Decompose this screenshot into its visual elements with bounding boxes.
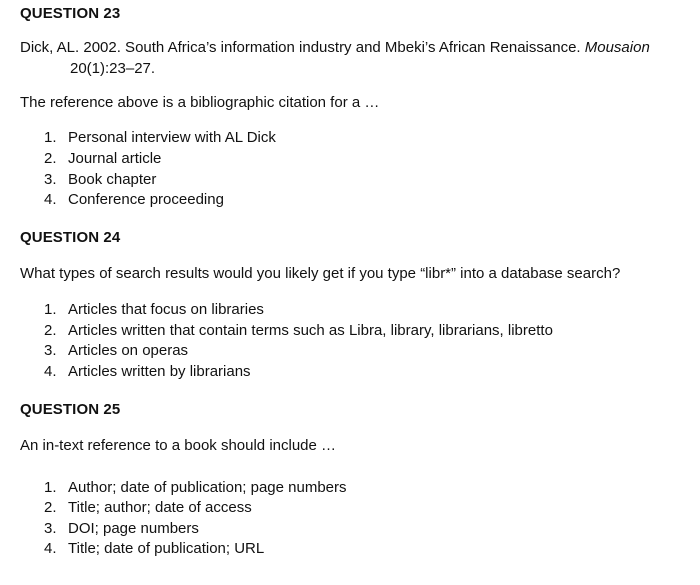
option-text: Articles on operas bbox=[68, 342, 189, 359]
question-24-option-2[interactable] bbox=[44, 321, 553, 341]
option-text: Conference proceeding bbox=[68, 191, 224, 208]
option-number: 3. bbox=[44, 171, 57, 188]
question-25-option-2[interactable] bbox=[44, 498, 252, 518]
question-23-heading: QUESTION 23 bbox=[20, 5, 121, 22]
option-text: Title; author; date of access bbox=[68, 499, 252, 516]
question-24-option-1[interactable] bbox=[44, 300, 264, 320]
option-text: Personal interview with AL Dick bbox=[68, 129, 276, 146]
question-25-option-1[interactable] bbox=[44, 478, 347, 498]
question-24-heading: QUESTION 24 bbox=[20, 229, 121, 246]
question-25-heading: QUESTION 25 bbox=[20, 401, 121, 418]
question-25-option-4[interactable] bbox=[44, 539, 264, 559]
option-text: Author; date of publication; page numbers bbox=[68, 479, 347, 496]
question-23-option-4[interactable] bbox=[44, 190, 224, 210]
option-number: 3. bbox=[44, 520, 57, 537]
option-number: 1. bbox=[44, 479, 57, 496]
question-23-prompt: The reference above is a bibliographic citation for a … bbox=[20, 94, 380, 111]
option-text: Articles that focus on libraries bbox=[68, 301, 264, 318]
option-number: 4. bbox=[44, 363, 57, 380]
citation-journal: Mousaion bbox=[584, 39, 650, 56]
option-number: 1. bbox=[44, 301, 57, 318]
option-number: 3. bbox=[44, 342, 57, 359]
option-text: Book chapter bbox=[68, 171, 157, 188]
question-23-citation-line1 bbox=[20, 39, 650, 56]
question-23-option-1[interactable] bbox=[44, 128, 276, 148]
question-23-option-2[interactable] bbox=[44, 149, 161, 169]
option-number: 1. bbox=[44, 129, 57, 146]
option-number: 2. bbox=[44, 150, 57, 167]
question-25-prompt: An in-text reference to a book should include … bbox=[20, 437, 337, 454]
question-25-option-3[interactable] bbox=[44, 519, 199, 539]
option-text: Articles written that contain terms such as Libra, library, librarians, libretto bbox=[68, 322, 553, 339]
question-23-option-3[interactable] bbox=[44, 170, 156, 190]
option-number: 2. bbox=[44, 322, 57, 339]
option-text: DOI; page numbers bbox=[68, 520, 199, 537]
question-24-option-3[interactable] bbox=[44, 341, 188, 361]
option-text: Journal article bbox=[68, 150, 162, 167]
question-23-citation-line2: 20(1):23–27. bbox=[70, 60, 156, 77]
question-24-option-4[interactable] bbox=[44, 362, 251, 382]
option-number: 4. bbox=[44, 191, 57, 208]
option-text: Title; date of publication; URL bbox=[68, 540, 265, 557]
citation-text: Dick, AL. 2002. South Africa’s information industry and Mbeki’s African Renaissance. bbox=[20, 39, 581, 56]
option-text: Articles written by librarians bbox=[68, 363, 251, 380]
option-number: 4. bbox=[44, 540, 57, 557]
question-24-prompt: What types of search results would you likely get if you type “libr*” into a database search? bbox=[20, 265, 621, 282]
option-number: 2. bbox=[44, 499, 57, 516]
